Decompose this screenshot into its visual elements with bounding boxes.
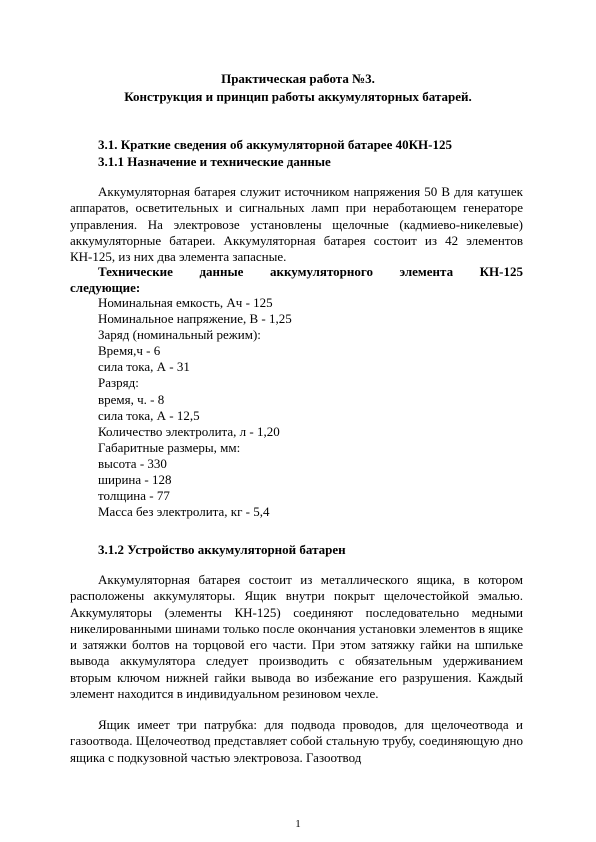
spec-item: ширина - 128 — [98, 472, 172, 488]
spec-item: Номинальное напряжение, В - 1,25 — [98, 311, 292, 327]
spec-list — [98, 295, 292, 520]
spec-item: высота - 330 — [98, 455, 167, 471]
spec-item: Габаритные размеры, мм: — [98, 439, 241, 455]
spec-heading-tail: следующие: — [70, 280, 141, 295]
spec-heading-word: Технические — [98, 264, 173, 279]
spec-item: Номинальная емкость, Ач - 125 — [98, 295, 273, 310]
paragraph-purpose: Аккумуляторная батарея служит источником напряжения 50 В для катушек аппаратов, осветительных и сигнальных ламп при неработающем генераторе управления. На электровозе установлены щелочные (кадмиево-никелевые) аккумуляторные батареи. Аккумуляторная батарея состоит из 42 элементов КН-125, из них два элемента запасные. — [70, 184, 523, 265]
spec-item: время, ч. - 8 — [98, 391, 165, 407]
spec-heading-word: аккумуляторного — [269, 264, 373, 279]
spec-item: Время,ч - 6 — [98, 343, 161, 359]
spec-heading — [70, 264, 523, 296]
paragraph-construction: Аккумуляторная батарея состоит из металлического ящика, в котором расположены аккумуляторы. Ящик внутри покрыт щелочестойкой эмалью. Аккумуляторы (элементы КН-125) соединяют последовательно медными никелированными шинами только после окончания установки элементов в ящике и затяжки болтов на торцовой его части. При этом затяжку гайки на шпильке вывода аккумулятора следует производить с обязательным удерживанием вторым ключом нижней гайки вывода во избежание его разрушения. Каждый элемент находится в индивидуальном резиновом чехле. — [70, 572, 523, 702]
section-heading-3-1: 3.1. Краткие сведения об аккумуляторной батарее 40КН-125 — [98, 137, 452, 152]
section-heading-3-1-2: 3.1.2 Устройство аккумуляторной батарен — [98, 542, 346, 557]
spec-heading-word: КН-125 — [479, 264, 523, 279]
paragraph-box: Ящик имеет три патрубка: для подвода проводов, для щелочеотвода и газоотвода. Щелочеотвод представляет собой стальную трубу, соединяющую дно ящика с подкузовной частью электровоза. Газоотвод — [70, 717, 523, 765]
spec-item: Масса без электролита, кг - 5,4 — [98, 504, 270, 520]
spec-item: Количество электролита, л - 1,20 — [98, 423, 280, 439]
page-subtitle: Конструкция и принцип работы аккумуляторных батарей. — [124, 89, 472, 104]
section-heading-3-1-1: 3.1.1 Назначение и технические данные — [98, 154, 331, 169]
spec-heading-word: данные — [199, 264, 244, 279]
spec-item: Разряд: — [98, 375, 139, 391]
spec-item: Заряд (номинальный режим): — [98, 327, 261, 343]
spec-item: толщина - 77 — [98, 488, 170, 504]
spec-item: сила тока, А - 31 — [98, 359, 190, 375]
spec-item: сила тока, А - 12,5 — [98, 407, 200, 423]
spec-heading-word: элемента — [399, 264, 454, 279]
page-number: 1 — [295, 818, 301, 830]
page-title: Практическая работа №3. — [221, 71, 375, 86]
